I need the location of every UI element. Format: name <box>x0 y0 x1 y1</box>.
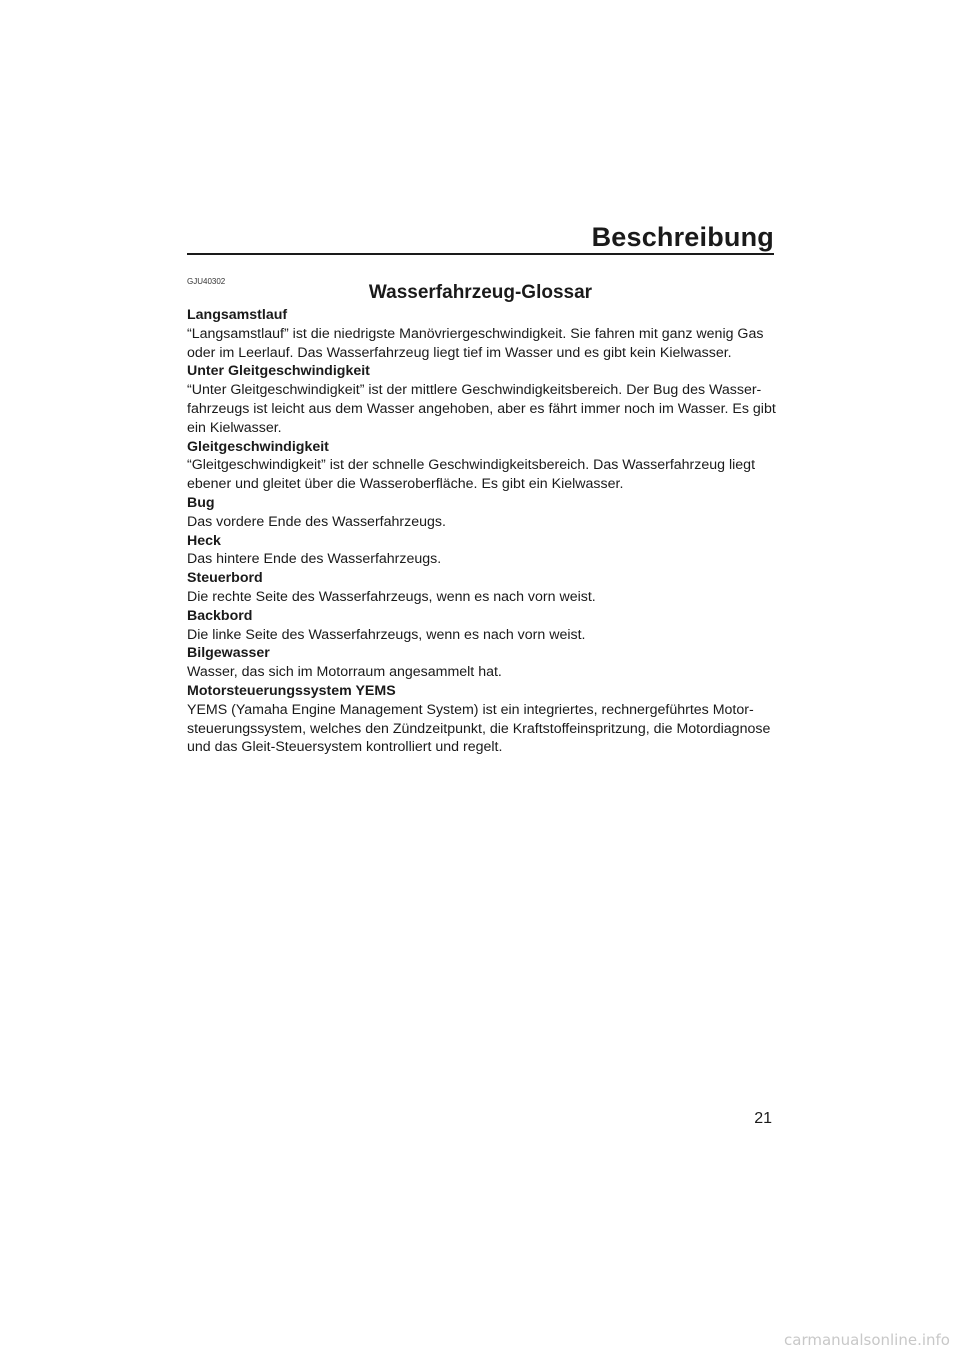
glossary-entry <box>187 607 777 645</box>
glossary-definition: Die linke Seite des Wasserfahrzeugs, wenn es nach vorn weist. <box>187 626 586 643</box>
glossary-term: Motorsteuerungssystem YEMS <box>187 682 396 699</box>
glossary-definition: “Unter Gleitgeschwindigkeit” ist der mittlere Geschwindigkeitsbereich. Der Bug des Wasser-fahrzeugs ist leicht aus dem Wasser angehoben, aber es fährt immer noch im Wasser. Es gibt ein Kielwasser. <box>187 382 776 436</box>
glossary-entry <box>187 494 777 532</box>
glossary-definition: Das vordere Ende des Wasserfahrzeugs. <box>187 513 446 530</box>
watermark: carmanualsonline.info <box>784 1331 950 1349</box>
glossary-term: Steuerbord <box>187 570 263 587</box>
glossary-definition: Die rechte Seite des Wasserfahrzeugs, wenn es nach vorn weist. <box>187 588 596 605</box>
glossary-term: Gleitgeschwindigkeit <box>187 438 329 455</box>
glossary-entry <box>187 532 777 570</box>
glossary-entry <box>187 362 777 437</box>
glossary-entry <box>187 569 777 607</box>
glossary-entry <box>187 438 777 494</box>
glossary-term: Backbord <box>187 607 253 624</box>
page-header-title: Beschreibung <box>591 222 774 252</box>
page-number: 21 <box>754 1110 772 1127</box>
glossary-entry <box>187 682 777 757</box>
glossary-term: Unter Gleitgeschwindigkeit <box>187 363 370 380</box>
glossary-term: Langsamstlauf <box>187 307 288 323</box>
glossary-entry <box>187 644 777 682</box>
glossary-term: Heck <box>187 532 221 549</box>
glossary-term: Bilgewasser <box>187 645 270 662</box>
glossary-list <box>187 306 777 757</box>
glossary-definition: “Langsamstlauf” ist die niedrigste Manövriergeschwindigkeit. Sie fahren mit ganz wenig Gas oder im Leerlauf. Das Wasserfahrzeug liegt tief im Wasser und es gibt kein Kielwasser. <box>187 325 764 361</box>
glossary-definition: YEMS (Yamaha Engine Management System) ist ein integriertes, rechnergeführtes Motor-steuerungssystem, welches den Zündzeitpunkt, die Kraftstoffeinspritzung, die Motordiagnose und das Gleit-Steuersystem kontrolliert und regelt. <box>187 701 771 756</box>
glossary-term: Bug <box>187 494 215 511</box>
glossary-definition: “Gleitgeschwindigkeit” ist der schnelle Geschwindigkeitsbereich. Das Wasserfahrzeug liegt ebener und gleitet über die Wasseroberfläche. Es gibt ein Kielwasser. <box>187 457 756 493</box>
glossary-entry <box>187 306 777 362</box>
glossary-definition: Wasser, das sich im Motorraum angesammelt hat. <box>187 664 502 681</box>
section-title: Wasserfahrzeug-Glossar <box>368 282 593 303</box>
glossary-definition: Das hintere Ende des Wasserfahrzeugs. <box>187 551 442 568</box>
header-rule <box>187 253 774 255</box>
section-ref-code: GJU40302 <box>187 277 226 286</box>
